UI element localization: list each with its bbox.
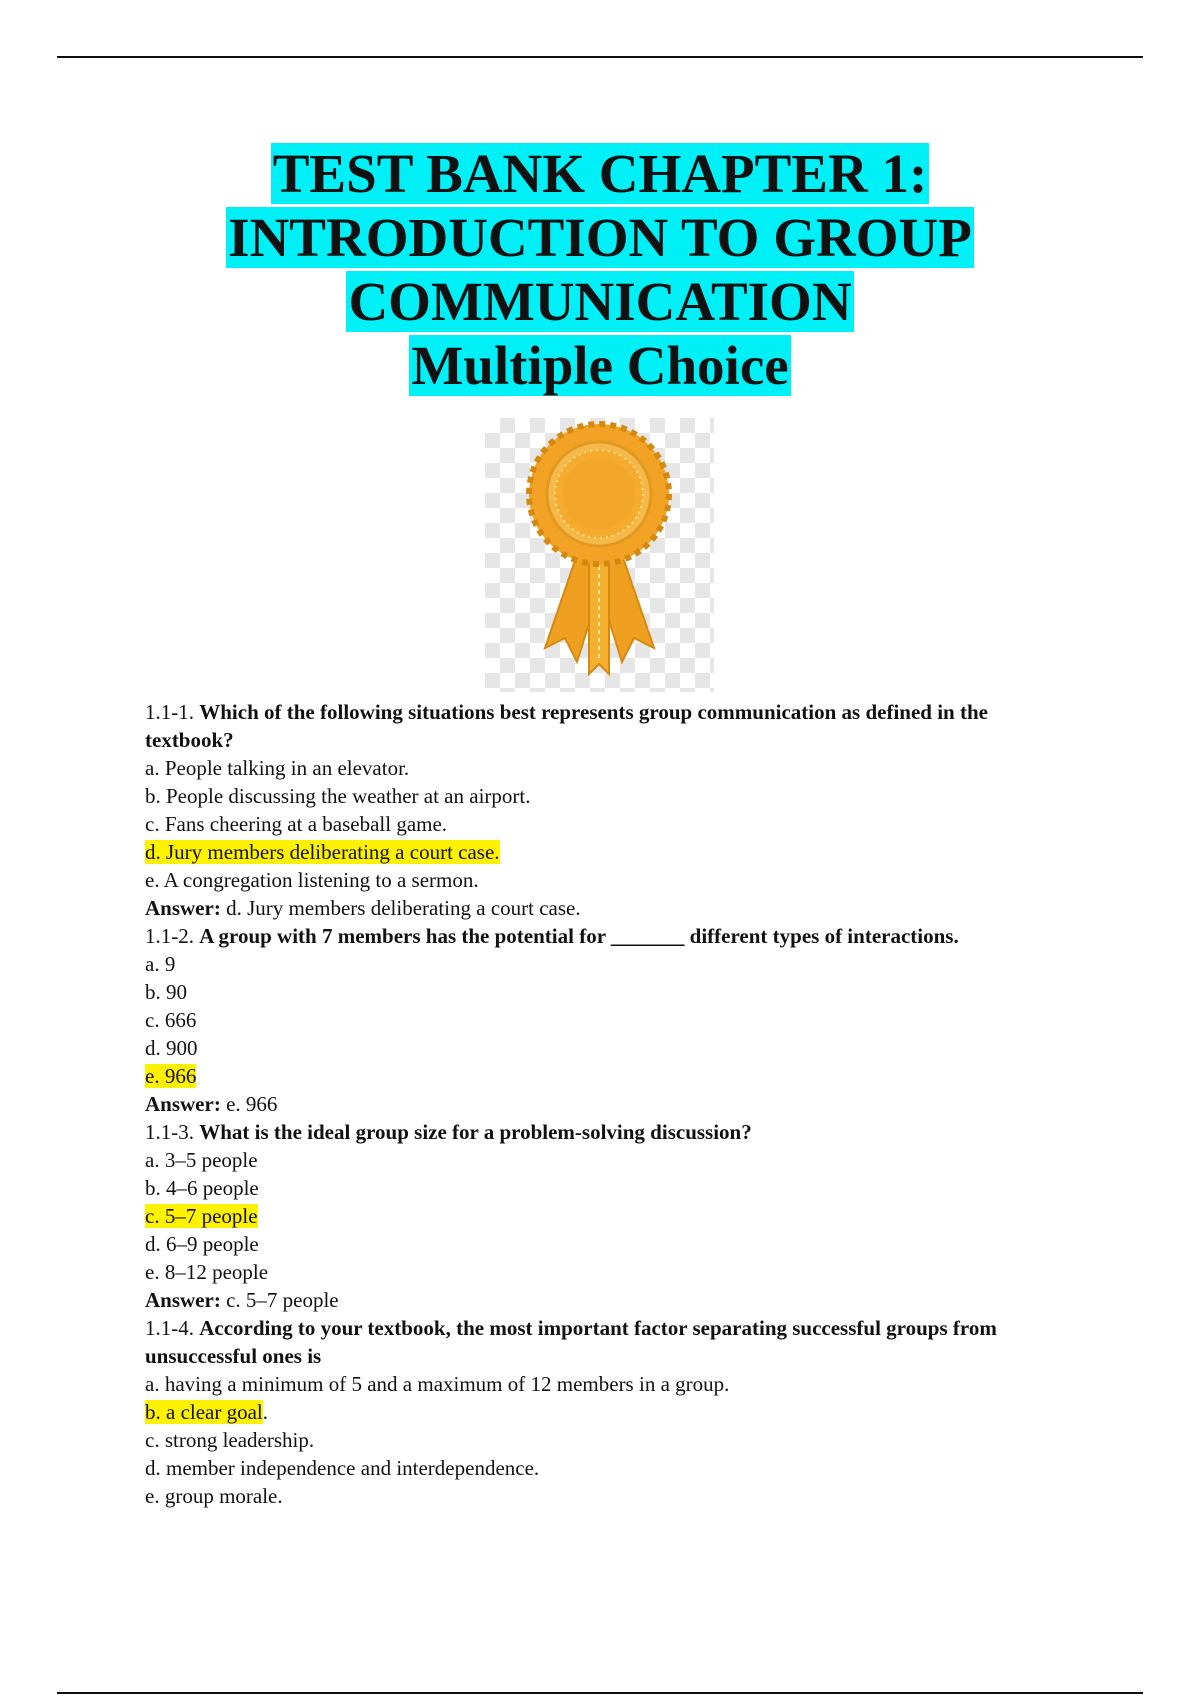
question-3: 1.1-3. What is the ideal group size for a problem-solving discussion? (145, 1120, 752, 1144)
option-1e: e. A congregation listening to a sermon. (145, 868, 479, 892)
answer-2: Answer: e. 966 (145, 1092, 278, 1116)
title-line-2: INTRODUCTION TO GROUP (228, 207, 972, 268)
option-2c: c. 666 (145, 1008, 197, 1032)
question-text: Which of the following situations best represents group communication as defined in the textbook? (145, 700, 988, 752)
option-2e-highlighted: e. 966 (145, 1064, 197, 1088)
option-2d: d. 900 (145, 1036, 198, 1060)
question-2: 1.1-2. A group with 7 members has the potential for _______ different types of interactions. (145, 924, 959, 948)
option-3c-highlighted: c. 5–7 people (145, 1204, 258, 1228)
top-rule (57, 56, 1143, 58)
option-4d: d. member independence and interdependence. (145, 1456, 540, 1480)
option-1a: a. People talking in an elevator. (145, 756, 410, 780)
option-3d: d. 6–9 people (145, 1232, 259, 1256)
title-line-1: TEST BANK CHAPTER 1: (272, 143, 928, 204)
option-3e: e. 8–12 people (145, 1260, 269, 1284)
award-ribbon-icon (485, 418, 714, 692)
question-1: 1.1-1. Which of the following situations best represents group communication as defined in the textbook? (145, 700, 988, 752)
option-4b: b. a clear goal. (145, 1400, 269, 1424)
option-4e: e. group morale. (145, 1484, 283, 1508)
option-2a: a. 9 (145, 952, 176, 976)
option-1b: b. People discussing the weather at an airport. (145, 784, 531, 808)
option-4a: a. having a minimum of 5 and a maximum of 12 members in a group. (145, 1372, 730, 1396)
option-1d-highlighted: d. Jury members deliberating a court case. (145, 840, 500, 864)
option-2b: b. 90 (145, 980, 187, 1004)
title-line-4: Multiple Choice (411, 335, 789, 396)
option-1c: c. Fans cheering at a baseball game. (145, 812, 448, 836)
title-line-3: COMMUNICATION (348, 271, 852, 332)
question-text: A group with 7 members has the potential for _______ different types of interactions. (199, 924, 959, 948)
question-list (145, 698, 1075, 1510)
answer-3: Answer: c. 5–7 people (145, 1288, 339, 1312)
question-text: According to your textbook, the most important factor separating successful groups from unsuccessful ones is (145, 1316, 997, 1368)
question-4: 1.1-4. According to your textbook, the most important factor separating successful groups from unsuccessful ones is (145, 1316, 997, 1368)
page-title (0, 142, 1200, 398)
question-text: What is the ideal group size for a problem-solving discussion? (199, 1120, 752, 1144)
option-4c: c. strong leadership. (145, 1428, 315, 1452)
bottom-rule (57, 1692, 1143, 1694)
answer-1: Answer: d. Jury members deliberating a court case. (145, 896, 581, 920)
option-3a: a. 3–5 people (145, 1148, 258, 1172)
option-3b: b. 4–6 people (145, 1176, 259, 1200)
option-4b-highlighted: b. a clear goal (145, 1400, 263, 1424)
